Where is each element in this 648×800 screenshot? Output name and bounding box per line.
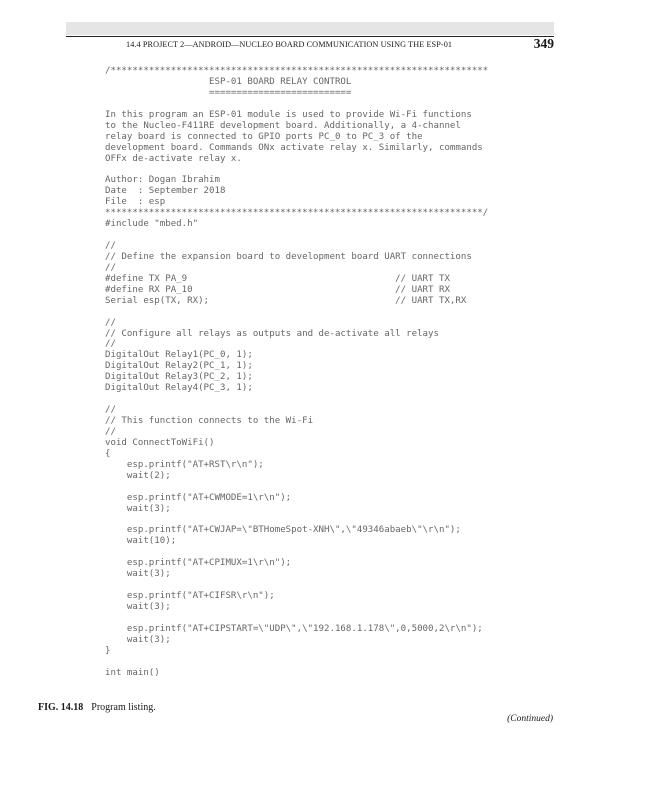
code-line: ========================== <box>105 87 352 98</box>
code-line: // <box>105 426 116 437</box>
code-line: // <box>105 339 116 350</box>
code-line: DigitalOut Relay1(PC_0, 1); <box>105 350 253 361</box>
code-line: DigitalOut Relay2(PC_1, 1); <box>105 361 253 372</box>
code-line: File : esp <box>105 197 166 208</box>
code-line: to the Nucleo-F411RE development board. Additionally, a 4-channel <box>105 120 461 131</box>
code-line <box>105 547 488 558</box>
code-line <box>105 514 488 525</box>
code-line: // This function connects to the Wi-Fi <box>105 416 314 426</box>
code-line: // <box>105 262 116 273</box>
code-line: esp.printf("AT+CIFSR\r\n"); <box>105 591 275 601</box>
code-line: Author: Dogan Ibrahim <box>105 175 220 186</box>
code-line <box>105 307 488 318</box>
code-line: wait(3); <box>105 569 171 580</box>
code-line: ESP-01 BOARD RELAY CONTROL <box>105 76 352 87</box>
code-line: esp.printf("AT+CIPSTART=\"UDP\",\"192.168.1.178\",0,5000,2\r\n"); <box>105 623 483 634</box>
code-line: void ConnectToWiFi() <box>105 437 215 448</box>
code-line: esp.printf("AT+RST\r\n"); <box>105 459 264 470</box>
continued-note: (Continued) <box>507 714 553 724</box>
header-rule <box>66 36 554 37</box>
figure-caption <box>38 702 156 713</box>
program-listing <box>105 66 488 679</box>
code-line: /********************************************************************* <box>105 66 489 76</box>
code-line: wait(3); <box>105 634 171 645</box>
page-top-band <box>66 22 554 35</box>
code-line <box>105 164 488 175</box>
code-line: // <box>105 405 116 416</box>
code-line: // <box>105 241 116 251</box>
code-line <box>105 657 488 668</box>
figure-label: FIG. 14.18 <box>38 702 84 713</box>
code-line: wait(3); <box>105 601 171 612</box>
code-line: int main() <box>105 667 160 678</box>
code-line: wait(2); <box>105 470 171 481</box>
code-line: esp.printf("AT+CWJAP=\"BTHomeSpot-XNH\",\"49346abaeb\"\r\n"); <box>105 525 461 536</box>
code-line: } <box>105 645 111 656</box>
code-line: #include "mbed.h" <box>105 219 199 230</box>
code-line: *********************************************************************/ <box>105 208 489 219</box>
code-line: #define TX PA_9 // UART TX <box>105 273 450 284</box>
page-number: 349 <box>533 36 554 51</box>
code-line: DigitalOut Relay3(PC_2, 1); <box>105 372 253 383</box>
code-line: Serial esp(TX, RX); // UART TX,RX <box>105 295 467 306</box>
code-line <box>105 230 488 241</box>
code-line: // Configure all relays as outputs and de-activate all relays <box>105 328 439 339</box>
code-line: In this program an ESP-01 module is used to provide Wi-Fi functions <box>105 109 472 120</box>
running-head: 14.4 PROJECT 2—ANDROID—NUCLEO BOARD COMMUNICATION USING THE ESP-01 <box>126 40 453 49</box>
code-line: development board. Commands ONx activate relay x. Similarly, commands <box>105 142 483 153</box>
code-line: esp.printf("AT+CPIMUX=1\r\n"); <box>105 558 292 569</box>
code-line: { <box>105 448 111 459</box>
code-line: wait(10); <box>105 536 177 547</box>
code-line: Date : September 2018 <box>105 186 226 197</box>
figure-caption-text: Program listing. <box>91 702 156 713</box>
code-line <box>105 99 488 110</box>
code-line <box>105 580 488 591</box>
code-line: #define RX PA_10 // UART RX <box>105 284 450 295</box>
code-line <box>105 482 488 493</box>
code-line: esp.printf("AT+CWMODE=1\r\n"); <box>105 492 292 503</box>
code-line: relay board is connected to GPIO ports PC_0 to PC_3 of the <box>105 131 423 142</box>
code-line: DigitalOut Relay4(PC_3, 1); <box>105 383 253 394</box>
code-line <box>105 613 488 624</box>
code-line: wait(3); <box>105 503 171 514</box>
code-line: OFFx de-activate relay x. <box>105 153 242 164</box>
code-line: // Define the expansion board to development board UART connections <box>105 251 472 262</box>
code-line <box>105 394 488 405</box>
code-line: // <box>105 317 116 328</box>
